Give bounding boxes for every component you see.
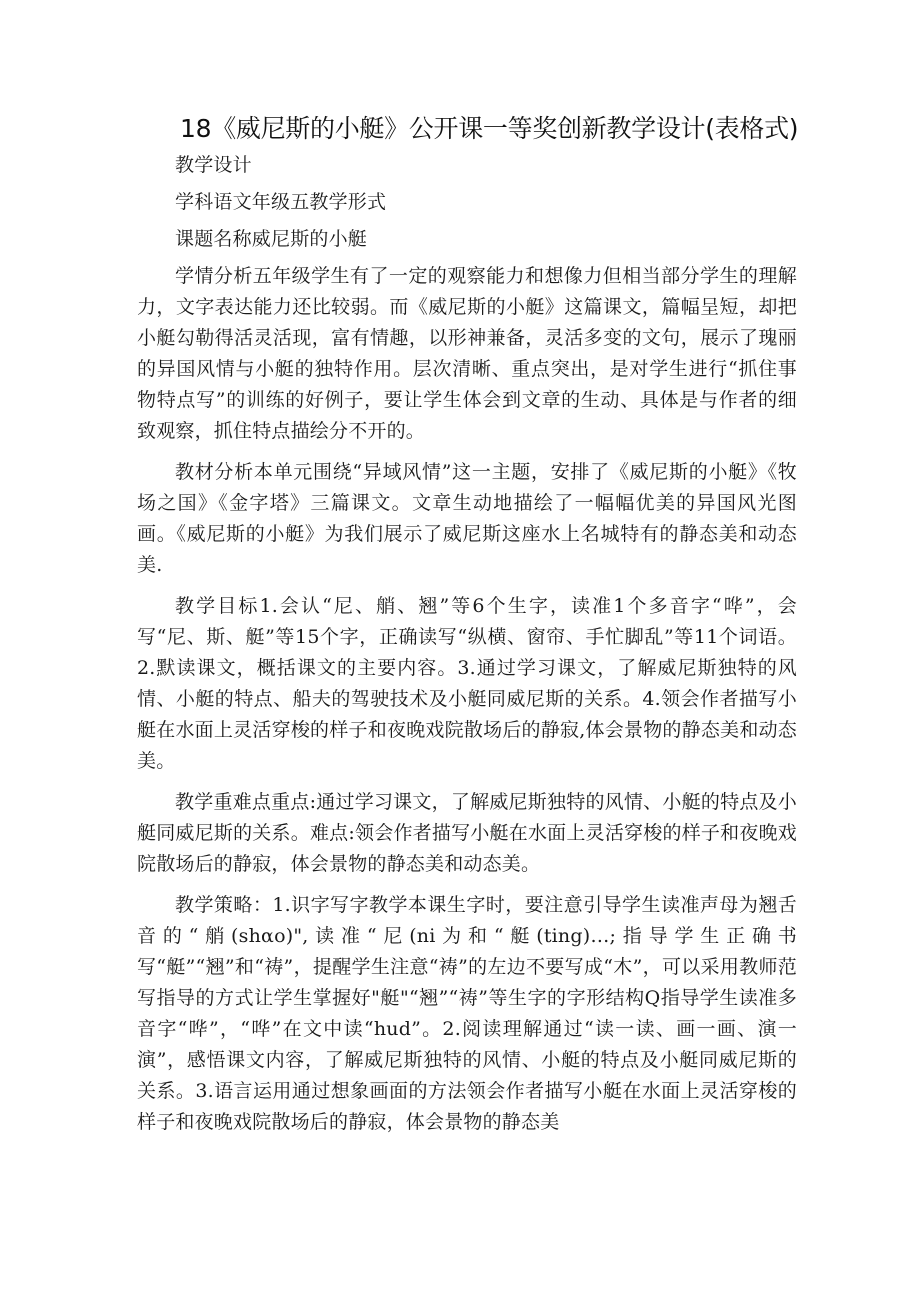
key-difficult-points-paragraph: 教学重难点重点:通过学习课文，了解威尼斯独特的风情、小艇的特点及小艇同威尼斯的关系。难点:领会作者描写小艇在水面上灵活穿梭的样子和夜晚戏院散场后的静寂，体会景物的静态美和动态美。 bbox=[137, 791, 797, 875]
subject-line: 学科语文年级五教学形式 bbox=[175, 191, 387, 213]
teaching-goals-paragraph: 教学目标1.会认“尼、艄、翘”等6个生字，读准1个多音字“哗”，会写“尼、斯、艇”等15个字，正确读写“纵横、窗帘、手忙脚乱”等11个词语。2.默读课文，概括课文的主要内容。3.通过学习课文，了解威尼斯独特的风情、小艇的特点、船夫的驾驶技术及小艇同威尼斯的关系。4.领会作者描写小艇在水面上灵活穿梭的样子和夜晚戏院散场后的静寂,体会景物的静态美和动态美。 bbox=[137, 595, 797, 772]
learner-analysis-paragraph: 学情分析五年级学生有了一定的观察能力和想像力但相当部分学生的理解力，文字表达能力还比较弱。而《威尼斯的小艇》这篇课文，篇幅呈短，却把小艇勾勒得活灵活现，富有情趣，以形神兼备，灵活多变的文句，展示了瑰丽的异国风情与小艇的独特作用。层次清晰、重点突出，是对学生进行“抓住事物特点写”的训练的好例子，要让学生体会到文章的生动、具体是与作者的细致观察，抓住特点描绘分不开的。 bbox=[137, 265, 797, 442]
document-title: 18《威尼斯的小艇》公开课一等奖创新教学设计(表格式) bbox=[180, 114, 799, 143]
document-body bbox=[137, 150, 797, 1148]
section-heading: 教学设计 bbox=[175, 154, 252, 176]
material-analysis-paragraph: 教材分析本单元围绕“异域风情”这一主题，安排了《威尼斯的小艇》《牧场之国》《金字塔》三篇课文。文章生动地描绘了一幅幅优美的异国风光图画。《威尼斯的小艇》为我们展示了威尼斯这座水上名城特有的静态美和动态美. bbox=[137, 461, 797, 576]
topic-line: 课题名称威尼斯的小艇 bbox=[175, 228, 368, 250]
teaching-strategy-paragraph: 教学策略：1.识字写字教学本课生字时，要注意引导学生读准声母为翘舌音的“艄(shαo)",读准“尼(ni为和“艇(ting)…;指导学生正确书写“艇”“翘”和“祷”，提醒学生注意“祷”的左边不要写成“木”，可以采用教师范写指导的方式让学生掌握好"艇"“翘”“祷”等生字的字形结构Q指导学生读准多音字“哗”，“哗”在文中读“hud”。2.阅读理解通过“读一读、画一画、演一演”，感悟课文内容，了解威尼斯独特的风情、小艇的特点及小艇同威尼斯的关系。3.语言运用通过想象画面的方法领会作者描写小艇在水面上灵活穿梭的样子和夜晚戏院散场后的静寂，体会景物的静态美 bbox=[137, 894, 797, 1133]
